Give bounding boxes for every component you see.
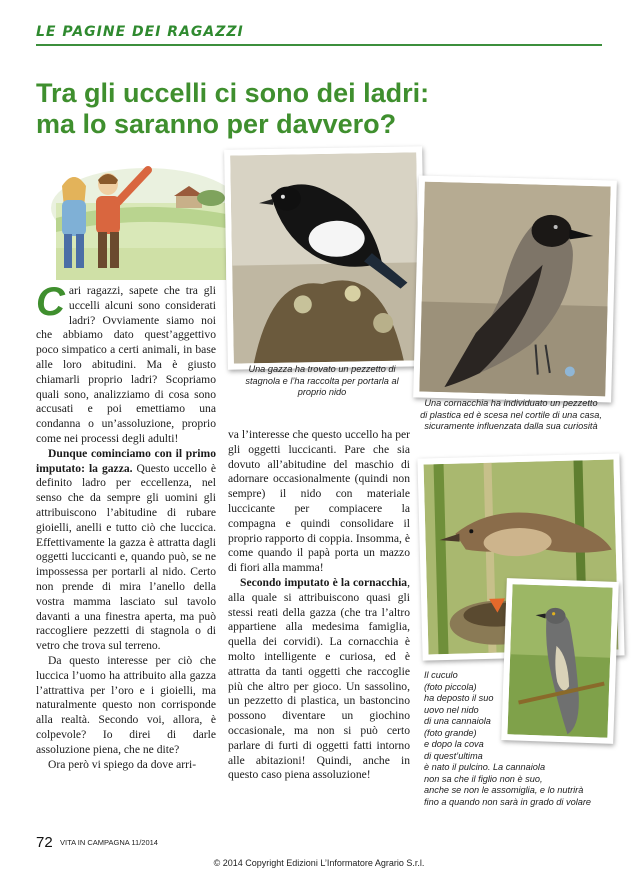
drop-cap: C <box>36 280 65 324</box>
cuckoo-caption-line: e dopo la cova <box>424 739 484 749</box>
children-illustration <box>36 148 226 280</box>
cuckoo-caption-line: (foto grande) <box>424 727 477 738</box>
body-paragraph: Da questo interesse per ciò che luccica l’uomo ha attribuito alla gazza l’attrattiva per l’oro e i gioielli, ma naturalmente questo non corrisponde alla realtà. Secondo voi, allora, è colpevole? Io direi di darle assoluzione piena, che ne dite? <box>36 653 216 756</box>
cuckoo-caption-line: non sa che il figlio non è suo, <box>424 773 543 784</box>
cuckoo-caption-line: di una cannaiola <box>424 716 491 726</box>
cuckoo-caption-line: (foto piccola) <box>424 681 477 692</box>
cuckoo-caption-line: Il cuculo <box>424 670 458 680</box>
crow-caption: Una cornacchia ha individuato un pezzetto di plastica ed è scesa nel cortile di una casa, sicuramente influenzata dalla sua curiosità <box>420 398 602 431</box>
intro-paragraph <box>36 280 216 447</box>
cuckoo-caption-line: fino a quando non sarà in grado di volare <box>424 796 592 807</box>
cuckoo-caption-line: anche se non le assomiglia, e lo nutrirà <box>424 785 584 795</box>
article-column-1 <box>36 280 216 772</box>
crow-text: , alla quale si attribuiscono quasi gli stessi reati della gazza (che tra l’altro appartiene alla medesima famiglia, quella dei corvidi). La cornacchia è molto intelligente e curiosa, ed è attratta da tanti oggetti che raccoglie più che altro per gioco. Un sassolino, un pezzetto di plastica, un bastoncino possono diventare un giochino occasionale, ma non si può certo parlare di furti di oggetti fatti intorno alle abitazioni! Quindi, anche in questo caso piena assoluzione! <box>228 575 410 782</box>
headline-line-1: Tra gli uccelli ci sono dei ladri: <box>36 78 430 108</box>
cuckoo-caption-line: uovo nel nido <box>424 704 479 715</box>
body-paragraph: Ora però vi spiego da dove arri- <box>48 757 197 771</box>
magpie-lead: Dunque cominciamo con il primo imputato: la gazza. <box>36 446 216 475</box>
headline-line-2: ma lo saranno per davvero? <box>36 109 397 139</box>
intro-text: ari ragazzi, sapete che tra gli uccelli alcuni sono considerati ladri? Ovviamente siamo noi che abbiamo dato quest’aggettivo poco simpatico a certi animali, in base alle loro abitudini. Ma è giusto chiamarli proprio ladri? Scopriamo quali sono, analizziamo di cosa sono accusati e poi emettiamo una condanna o un’assoluzione, proprio come nei processi degli adulti! <box>36 284 216 445</box>
cuckoo-caption-line: di quest’ultima <box>424 750 483 761</box>
body-paragraph: va l’interesse che questo uccello ha per gli oggetti luccicanti. Pare che sia dovuto all’abitudine del maschio di adornare occasionalmente (quindi non sempre) il nido con materiale luccicante per compiacere la compagna e quindi consolidare il proprio rapporto di coppia. Insomma, è come quando il papà porta un mazzo di fiori alla mamma! <box>228 428 410 575</box>
magpie-paragraph <box>36 447 216 654</box>
cuckoo-caption-line: è nato il pulcino. La cannaiola <box>424 762 546 772</box>
magpie-text: Questo uccello è definito ladro per eccellenza, nel senso che da sempre gli uomini gli attribuiscono l’abitudine di rubare gioielli, anelli e tutto ciò che luccica. Effettivamente la gazza è attratta dagli oggetti luccicanti e, quando può, se ne impossessa per portarli al nido. Certo non prende di mira l’anello della vostra mamma lasciato sul tavolo davanti a una finestra aperta, ma può raccogliere pezzetti di stagnola o di vetro che trova sul terreno. <box>36 461 216 653</box>
header-rule <box>36 44 602 46</box>
cuckoo-caption-line: ha deposto il suo <box>424 693 494 703</box>
magazine-issue: VITA IN CAMPAGNA 11/2014 <box>60 838 158 847</box>
crow-photo <box>413 175 617 402</box>
section-header: LE PAGINE DEI RAGAZZI <box>36 24 244 40</box>
crow-paragraph <box>228 576 410 783</box>
article-headline <box>36 78 596 140</box>
crow-lead: Secondo imputato è la cornacchia <box>240 575 408 589</box>
page-number: 72 <box>36 834 53 851</box>
magpie-photo <box>224 146 426 369</box>
cuckoo-caption <box>424 670 614 808</box>
magpie-caption: Una gazza ha trovato un pezzetto di stagnola e l’ha raccolta per portarla al proprio nido <box>245 364 399 397</box>
article-column-2 <box>228 428 410 783</box>
copyright-notice: © 2014 Copyright Edizioni L’Informatore Agrario S.r.l. <box>213 858 425 868</box>
